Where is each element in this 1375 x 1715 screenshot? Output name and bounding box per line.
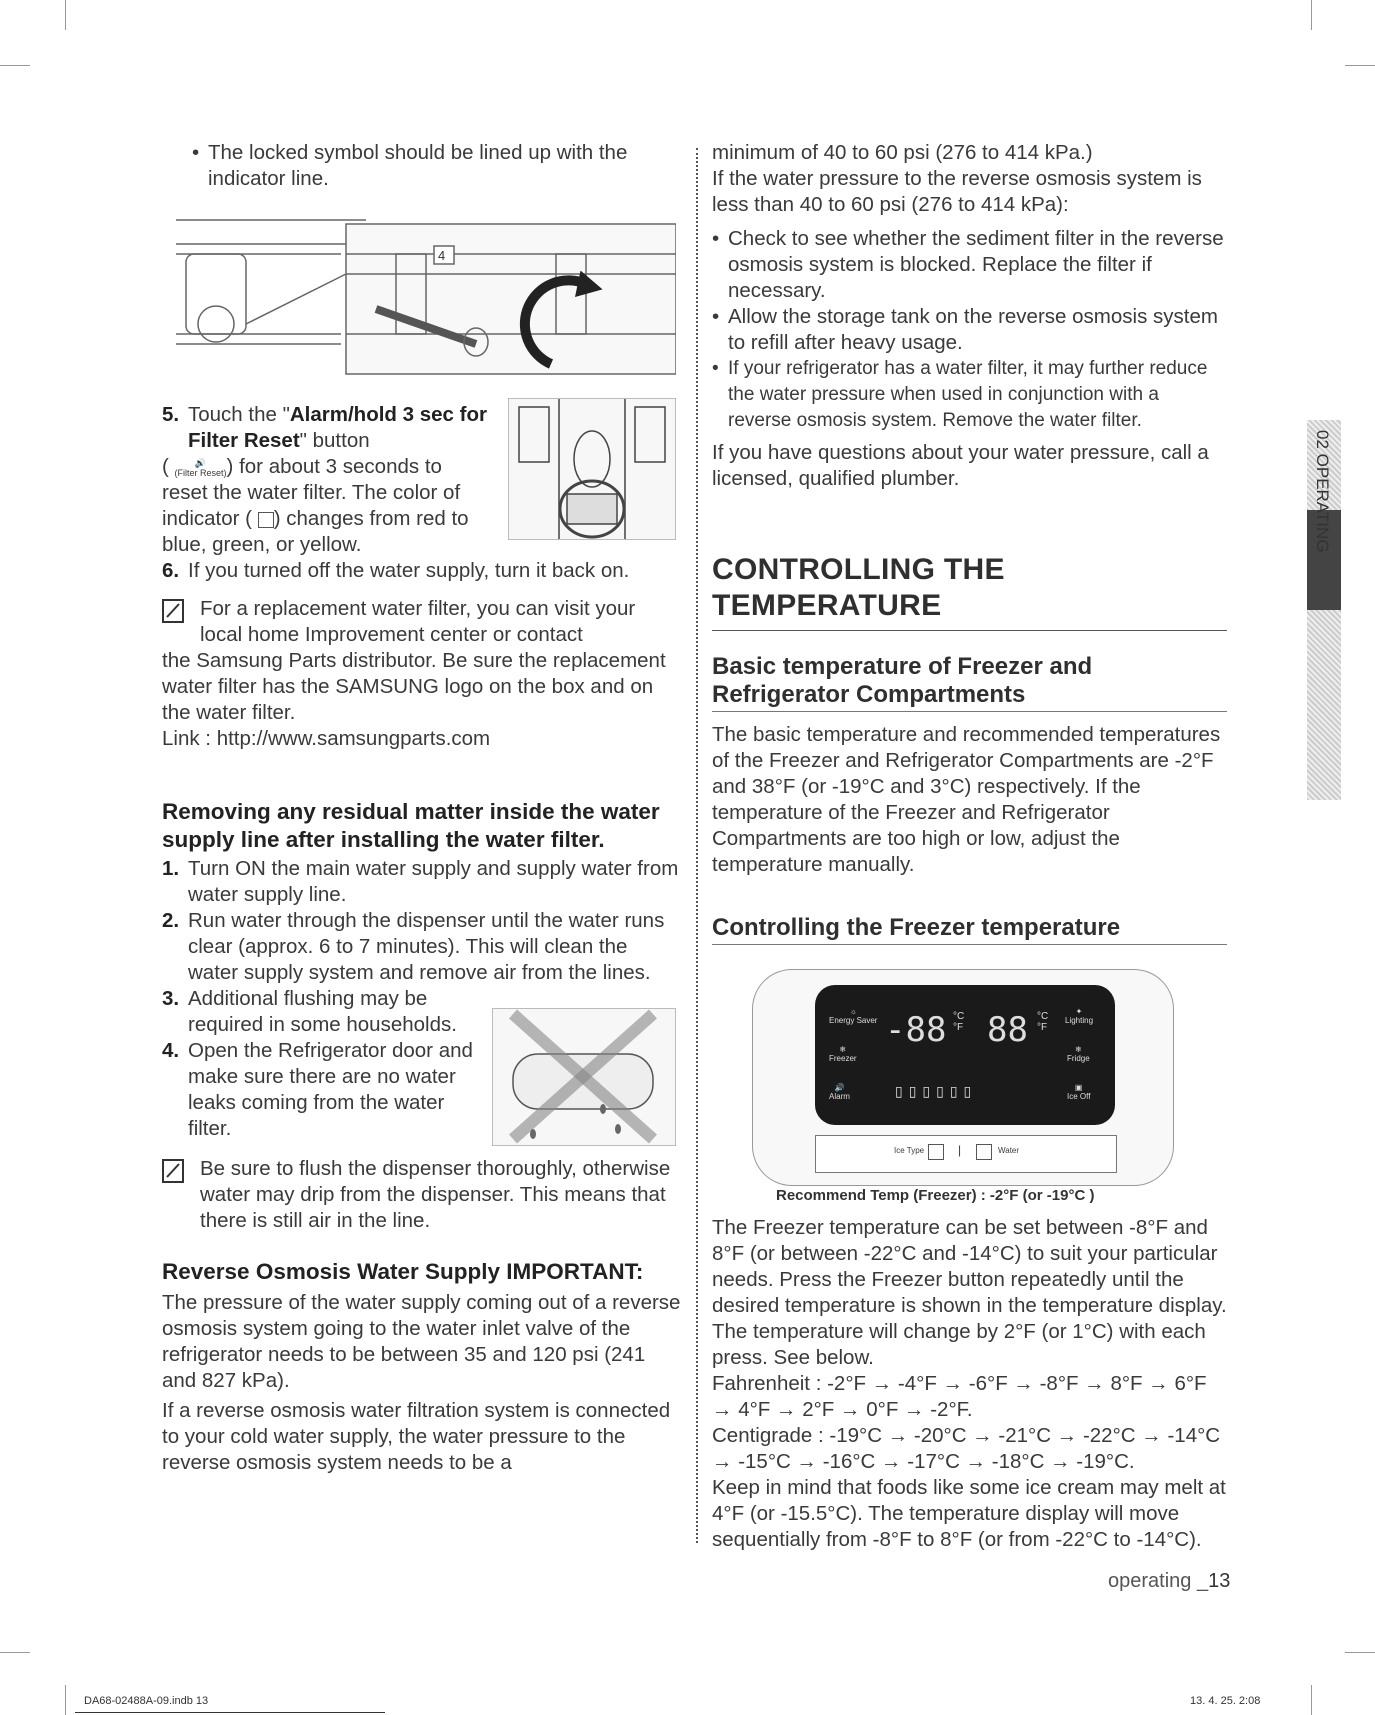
- left-column: [162, 140, 682, 1476]
- page-footer: operating _13: [1108, 1570, 1231, 1592]
- freezer-temp-display: -88: [885, 1010, 947, 1050]
- plumber-advice: If you have questions about your water pressure, call a licensed, qualified plumber.: [712, 441, 1209, 490]
- centigrade-sequence: Centigrade : -19°C → -20°C → -21°C → -22°C → -14°C → -15°C → -16°C → -17°C → -18°C → -19°C.: [712, 1424, 1221, 1473]
- fahrenheit-sequence: Fahrenheit : -2°F → -4°F → -6°F → -8°F → 8°F → 6°F → 4°F → 2°F → 0°F → -2°F.: [712, 1372, 1207, 1421]
- alarm-icon: 🔊 (Filter Reset): [174, 457, 227, 478]
- step-5-block: [162, 402, 682, 558]
- panel-lower-strip: Ice Type | Water: [815, 1135, 1117, 1173]
- panel-display: [815, 985, 1115, 1125]
- section-controlling-temperature: [712, 552, 1227, 631]
- filter-reset-panel-figure: [508, 398, 676, 540]
- ice-off-label: ▣ Ice Off: [1067, 1083, 1091, 1101]
- ro-bullet: • Check to see whether the sediment filter in the reverse osmosis system is blocked. Replace the filter if necessary.: [712, 226, 1227, 304]
- step-number: 5.: [162, 403, 180, 426]
- flush-step: 2. Run water through the dispenser until the water runs clear (approx. 6 to 7 minutes). This will clean the water supply system and remove air from the lines.: [162, 909, 665, 984]
- dispenser-icons: ▯▯▯▯▯▯: [895, 1083, 978, 1099]
- crop-mark: [0, 1652, 30, 1653]
- control-panel-figure: [712, 969, 1227, 1209]
- figure-callout-number: 4: [438, 248, 446, 263]
- fridge-temp-display: 88: [987, 1010, 1028, 1050]
- fridge-label: ❄ Fridge: [1067, 1045, 1090, 1063]
- flush-step: 4. Open the Refrigerator door and make sure there are no water leaks coming from the water filter.: [162, 1039, 473, 1140]
- crop-mark: [1311, 0, 1312, 30]
- filter-lock-figure: [176, 214, 676, 382]
- basic-temperature-text: The basic temperature and recommended temperatures of the Freezer and Refrigerator Compartments are -2°F and 38°F (or -19°C and 3°C) respectively. If the temperature of the Freezer and Refrigerator Compartments are too high or low, adjust the temperature manually.: [712, 723, 1221, 876]
- note-icon: [162, 1159, 184, 1183]
- note-replacement-filter: For a replacement water filter, you can visit your local home Improvement center or contact: [162, 596, 682, 648]
- ro-bullet: • Allow the storage tank on the reverse osmosis system to refill after heavy usage.: [712, 304, 1227, 356]
- no-leak-figure: [492, 1008, 676, 1146]
- subtitle-freezer-temperature: Controlling the Freezer temperature: [712, 914, 1227, 945]
- column-divider: [696, 148, 698, 1543]
- right-column: [712, 140, 1227, 1553]
- crop-mark: [1311, 1685, 1312, 1715]
- print-file-label: DA68-02488A-09.indb 13: [84, 1695, 209, 1707]
- crop-mark: [0, 65, 30, 66]
- step-6: 6. If you turned off the water supply, turn it back on.: [162, 559, 630, 582]
- crop-mark: [65, 0, 66, 30]
- ro-checklist: [712, 226, 1227, 434]
- ro-bullet: • If your refrigerator has a water filter, it may further reduce the water pressure when used in conjunction with a reverse osmosis system. Remove the water filter.: [712, 356, 1227, 434]
- no-leak-illustration: [493, 1009, 675, 1145]
- alarm-label: 🔊 Alarm: [829, 1083, 850, 1101]
- subtitle-basic-temperature: Basic temperature of Freezer and Refrigerator Compartments: [712, 653, 1227, 712]
- side-tab-bottom: [1307, 610, 1341, 800]
- ro-minimum-pressure: minimum of 40 to 60 psi (276 to 414 kPa.): [712, 141, 1093, 164]
- section-title: CONTROLLING THE TEMPERATURE: [712, 552, 1227, 631]
- ro-paragraph-1: The pressure of the water supply coming out of a reverse osmosis system going to the water inlet valve of the refrigerator needs to be between 35 and 120 psi (241 and 827 kPa).: [162, 1291, 681, 1392]
- step-5: 5. Touch the "Alarm/hold 3 sec for Filter Reset" button: [162, 403, 487, 452]
- recommend-temp-caption: Recommend Temp (Freezer) : -2°F (or -19°C ): [776, 1187, 1095, 1204]
- crop-mark: [1345, 65, 1375, 66]
- lighting-label: ✦ Lighting: [1065, 1007, 1094, 1025]
- crop-mark: [1345, 1652, 1375, 1653]
- side-tab-label: 02 OPERATING: [1313, 430, 1332, 553]
- ice-cream-warning: Keep in mind that foods like some ice cream may melt at 4°F (or -15.5°C). The temperature display will move sequentially from -8°F to 8°F (or from -22°C to -14°C).: [712, 1476, 1226, 1551]
- filter-lock-illustration: [176, 214, 676, 382]
- freezer-units: °C °F: [953, 1011, 965, 1033]
- ice-type-button[interactable]: [928, 1144, 944, 1160]
- energy-saver-label: ☼ Energy Saver: [829, 1007, 878, 1025]
- print-date-label: 13. 4. 25. 2:08: [1190, 1695, 1261, 1707]
- fridge-units: °C °F: [1037, 1011, 1049, 1033]
- heading-reverse-osmosis: Reverse Osmosis Water Supply IMPORTANT:: [162, 1259, 644, 1284]
- water-label: Water: [998, 1146, 1020, 1155]
- flush-steps: [162, 856, 682, 1142]
- ro-paragraph-2: If a reverse osmosis water filtration system is connected to your cold water supply, the water pressure to the reverse osmosis system needs to be a: [162, 1399, 671, 1474]
- flush-step: 3. Additional flushing may be required in some households.: [162, 987, 457, 1036]
- ro-low-pressure-intro: If the water pressure to the reverse osmosis system is less than 40 to 60 psi (276 to 414 kPa):: [712, 167, 1202, 216]
- water-button[interactable]: [976, 1144, 992, 1160]
- freezer-label: ❄ Freezer: [829, 1045, 857, 1063]
- samsung-parts-link[interactable]: Link : http://www.samsungparts.com: [162, 727, 491, 750]
- ice-type-label: Ice Type: [894, 1146, 925, 1155]
- note-replacement-filter-cont: the Samsung Parts distributor. Be sure the replacement water filter has the SAMSUNG logo on the box and on the water filter.: [162, 649, 666, 724]
- locked-symbol-bullet: • The locked symbol should be lined up with the indicator line.: [192, 140, 678, 192]
- note-icon: [162, 599, 184, 623]
- freezer-range-text: The Freezer temperature can be set between -8°F and 8°F (or between -22°C and -14°C) to suit your particular needs. Press the Freezer button repeatedly until the desired temperature is shown in the temperature display. The temperature will change by 2°F (or 1°C) with each press. See below.: [712, 1216, 1227, 1369]
- step-5-cont: ( 🔊 (Filter Reset)) for about 3 seconds to reset the water filter. The color of indicator ( ) changes from red to blue, green, or yellow.: [162, 455, 469, 556]
- heading-residual-matter: Removing any residual matter inside the water supply line after installing the water filter.: [162, 799, 660, 852]
- filter-reset-panel-illustration: [509, 399, 675, 539]
- crop-mark: [65, 1685, 66, 1715]
- flush-step: 1. Turn ON the main water supply and supply water from water supply line.: [162, 857, 679, 906]
- footer-rule: [75, 1712, 385, 1713]
- note-flush-dispenser: Be sure to flush the dispenser thoroughly, otherwise water may drip from the dispenser. This means that there is still air in the line.: [162, 1156, 682, 1234]
- filter-indicator-icon: [258, 512, 274, 528]
